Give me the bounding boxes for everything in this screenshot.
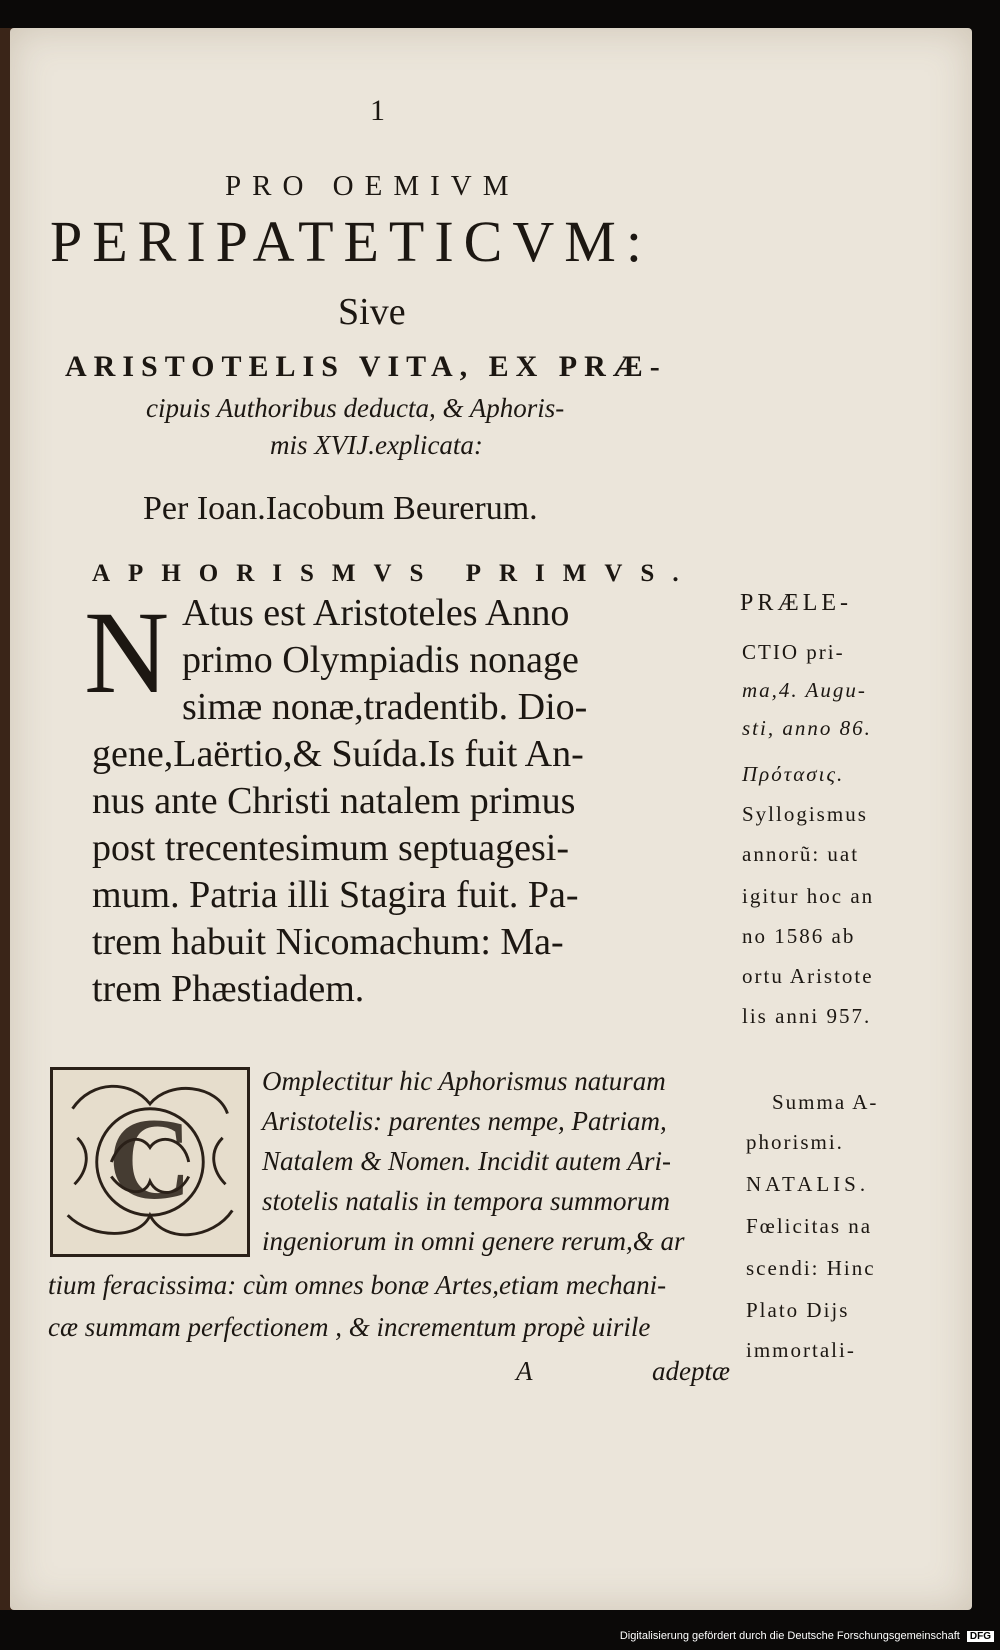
commentary-line: tium feracissima: cùm omnes bonæ Artes,etiam mechani-: [48, 1270, 667, 1300]
aphorism-line: mum. Patria illi Stagira fuit. Pa-: [92, 874, 579, 916]
margin-note-line: immortali-: [746, 1338, 856, 1362]
drop-initial: N: [84, 587, 170, 718]
title-line-4: ARISTOTELIS VITA, EX PRÆ-: [65, 350, 667, 383]
title-line-6: mis XVIJ.explicata:: [270, 430, 483, 460]
margin-note-line: lis anni 957.: [742, 1004, 872, 1028]
margin-note-line: ma,4. Augu-: [742, 678, 867, 702]
commentary-line: Natalem & Nomen. Incidit autem Ari-: [262, 1146, 671, 1176]
margin-note-line: Syllogismus: [742, 802, 868, 826]
ornament-flourish-icon: [53, 1070, 247, 1254]
title-line-2: PERIPATETICVM:: [50, 209, 652, 274]
title-line-5: cipuis Authoribus deducta, & Aphoris-: [146, 393, 565, 423]
digitization-footer: [620, 1630, 994, 1642]
aphorism-line: gene,Laërtio,& Suída.Is fuit An-: [92, 733, 584, 775]
title-line-3: Sive: [338, 291, 406, 333]
dfg-logo: DFG: [967, 1631, 994, 1642]
commentary-line: stotelis natalis in tempora summorum: [262, 1186, 671, 1216]
page-number: 1: [370, 94, 385, 127]
aphorism-heading: APHORISMVS PRIMVS.: [92, 560, 697, 587]
margin-note-line: ortu Aristote: [742, 964, 874, 988]
aphorism-line: simæ nonæ,tradentib. Dio-: [182, 686, 588, 728]
catchword: adeptæ: [652, 1356, 730, 1386]
title-line-1: PRO OEMIVM: [225, 170, 520, 202]
author-line: Per Ioan.Iacobum Beurerum.: [143, 490, 538, 527]
margin-note-line: Summa A-: [772, 1090, 879, 1114]
margin-note-line: igitur hoc an: [742, 884, 875, 908]
aphorism-line: Atus est Aristoteles Anno: [182, 592, 570, 634]
margin-note-line: annorũ: uat: [742, 842, 860, 866]
aphorism-line: trem Phæstiadem.: [92, 968, 365, 1010]
commentary-line: cæ summam perfectionem , & incrementum propè uirile: [48, 1312, 651, 1342]
aphorism-line: trem habuit Nicomachum: Ma-: [92, 921, 564, 963]
margin-note-line: NATALIS.: [746, 1172, 870, 1196]
margin-note-line: Plato Dijs: [746, 1298, 850, 1322]
svg-text:C: C: [108, 1094, 192, 1224]
margin-note-line: phorismi.: [746, 1130, 844, 1154]
commentary-line: Aristotelis: parentes nempe, Patriam,: [262, 1106, 667, 1136]
margin-note-line: scendi: Hinc: [746, 1256, 876, 1280]
aphorism-line: post trecentesimum septuagesi-: [92, 827, 569, 869]
margin-note-line: CTIO pri-: [742, 640, 845, 664]
margin-note-line: sti, anno 86.: [742, 716, 872, 740]
signature-mark: A: [516, 1356, 533, 1386]
margin-note-heading: PRÆLE-: [740, 590, 853, 616]
margin-note-line: Πρότασις.: [742, 762, 845, 786]
footer-text: Digitalisierung gefördert durch die Deutsche Forschungsgemeinschaft: [619, 1630, 960, 1642]
aphorism-line: nus ante Christi natalem primus: [92, 780, 576, 822]
commentary-line: ingeniorum in omni genere rerum,& ar: [262, 1226, 685, 1256]
commentary-line: Omplectitur hic Aphorismus naturam: [262, 1066, 666, 1096]
aphorism-line: primo Olympiadis nonage: [182, 639, 579, 681]
margin-note-line: Fœlicitas na: [746, 1214, 873, 1238]
margin-note-line: no 1586 ab: [742, 924, 856, 948]
ornamental-initial: [50, 1067, 250, 1257]
